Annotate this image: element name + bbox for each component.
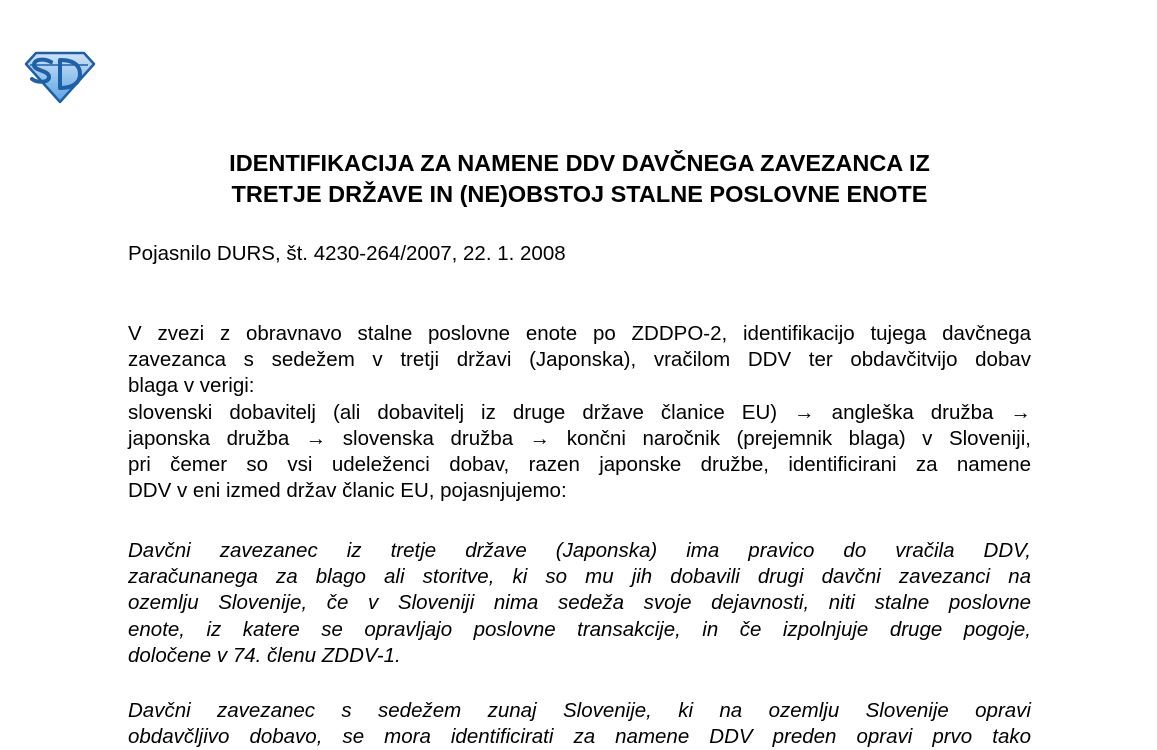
sd-shield-logo-icon	[22, 50, 96, 104]
document-title	[128, 148, 1031, 210]
title-line-1: IDENTIFIKACIJA ZA NAMENE DDV DAVČNEGA ZAVEZANCA IZ	[229, 150, 930, 176]
text-line: Davčni zavezanec iz tretje države (Japonska) ima pravico do vračila DDV,	[128, 539, 1031, 562]
text-line: blaga v verigi:	[128, 374, 255, 398]
paragraph-identification	[128, 698, 1031, 750]
text-line: določene v 74. členu ZDDV-1.	[128, 643, 401, 667]
sd-logo	[22, 50, 96, 104]
text-line: zavezanca s sedežem v tretji državi (Japonska), vračilom DDV ter obdavčitvijo dobav	[128, 348, 1031, 372]
text-line: pri čemer so vsi udeleženci dobav, razen japonske družbe, identificirani za namene	[128, 452, 1031, 476]
text-line: enote, iz katere se opravljajo poslovne transakcije, in če izpolnjuje druge pogoje,	[128, 617, 1031, 641]
text-line: japonska družba → slovenska družba → končni naročnik (prejemnik blaga) v Sloveniji,	[128, 426, 1031, 450]
text-line: Davčni zavezanec s sedežem zunaj Slovenije, ki na ozemlju Slovenije opravi	[128, 699, 1031, 722]
text-line: DDV v eni izmed držav članic EU, pojasnjujemo:	[128, 479, 567, 503]
text-line: ozemlju Slovenije, če v Sloveniji nima sedeža svoje dejavnosti, niti stalne poslovne	[128, 591, 1031, 615]
paragraph-intro	[128, 321, 1031, 504]
paragraph-refund-right	[128, 538, 1031, 669]
text-line: slovenski dobavitelj (ali dobavitelj iz druge države članice EU) → angleška družba →	[128, 400, 1031, 424]
text-line: zaračunanega za blago ali storitve, ki so mu jih dobavili drugi davčni zavezanci na	[128, 565, 1031, 589]
text-line: V zvezi z obravnavo stalne poslovne enote po ZDDPO-2, identifikacijo tujega davčnega	[128, 322, 1031, 345]
title-line-2: TRETJE DRŽAVE IN (NE)OBSTOJ STALNE POSLOVNE ENOTE	[231, 181, 928, 207]
text-line: obdavčljivo dobavo, se mora identificirati za namene DDV preden opravi prvo tako	[128, 725, 1031, 749]
document-subtitle: Pojasnilo DURS, št. 4230-264/2007, 22. 1. 2008	[128, 242, 566, 265]
